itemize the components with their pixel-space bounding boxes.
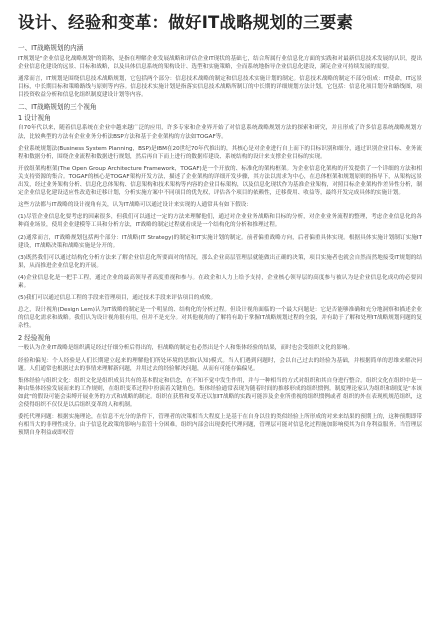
paragraph: (1)尽管企业信息化要考虑的因素很多，但我们可以通过一定的方法来理解他们，通过对企业业务战略和目标的分析，对企业业务流程的整理，考虑企业信息化的各种商业场景，使用企业建模等工具和分析方法，IT战略的制定过程就看成是一个结构化的分析和推理过程。 [18,214,422,229]
paragraph: 一般认为企业IT战略是组织满足经过仔细分析后得出的，但战略的制定也必然出是个人和集体经验的结果，而时也会受组织文化的影响。 [18,345,354,352]
paragraph: (3)既然我们可以通过结构化分析方法来了解企业信息化所要面对的情况，那么企业高层管理层就能做出正确的决策，项目实施者也就会自然而然地接受IT规划的结果，从而推进企业信息化的开展。 [18,254,422,269]
paragraph: (2)通常而言，IT战略规划包括两个部分：IT战略(IT Strategy)的制定和IT实施计划的制定。前者偏重战略方向，后者偏重具体实现。根据具体实施计划制订实施IT建设，IT战略决策和战略实施是分开的。 [18,234,422,249]
paragraph: 集体经验与组织文化：组织文化是组织成员共有的基本假定和信念，在不知不觉中发生作用，并与一种相当的方式对组织和其自身进行整合。组织文化在组织中是一种由集体经验发展而来的工作规则，在组织变革过程中扮演着关键角色。集体经验通常表现为随着时间的推移形成的组织惯例。制度理论家认为组织和制度是"本该如此"的假设可能会束缚开展业务的方式和战略的制定。组织在获胜和变革还以加IT战略的实践可能涉及企业所重视的组织惯例或者 组织的外在表现机规范组织，这会使得组织不仅仅是以后组织变革的人和机制。 [18,377,422,408]
subsection-heading-2: 2 经验视角 [18,334,51,343]
paragraph: 这些方法都与IT战略的设计视角有关，认为IT战略可以通过设计来实现的人通常具有如下假设： [18,202,252,209]
article-title: 设计、经验和变革：做好IT战略规划的三要素 [18,13,354,32]
subsection-heading-1: 1 设计视角 [18,114,51,123]
section-heading-1: 一、IT战略规划的内涵 [18,44,84,52]
paragraph: 企业系统规划法(Business System Planning，BSP)是IBM在20世纪70年代推出的，其核心是对企业进行自上而下的目标识别和细分，通过识别企业目标、业务流程和数据分析，围绕企业流程和数据进行规划，然后再自下而上进行的数据库建设、系统结构的设计来支撑企业目标的实现。 [18,145,422,160]
paragraph: 经验和偏见：个人经验是人们长期建立起来的理解他们所处环境的思维(认知)模式。当人们遇到问题时，会以自己过去的经验为基础，并根据简单的思维来解决问题。人们通常也根据过去的事情来理解新问题，并用过去的经验解决问题，从而有可能存偏偏见。 [18,357,422,372]
paragraph: (4)企业信息化是一把手工程，通过企业的最高领导者高度重视和参与。在政企和人力上给予支持，企业核心领导层的高度参与被认为是企业信息化成功的必要因素。 [18,274,422,289]
paragraph: 委托代理问题：根据实施理论，在信息不充分的条件下，管理者的决策相当大程度上是基于在自身以往的类似经验上所形成的对来来结果的预期上的，这种预期即带有相当大的非理性成分。由于信息化政策的影响与监管十分困难，组织内部会出现委托代理问题，管理层可能对信息化过程施加影响使其为自身利益服务。当管理层预期自身利益或即权管 [18,414,422,437]
paragraph: 通常而言，IT规划是围绕信息技术战略规划，它包括两个部分：信息技术战略的制定和信息技术实施计划的制定。信息技术战略的制定不部分组成：IT使命，IT远景目标，中长期目标和策略路线与原则等内容。信息技术实施计划是指落实信息技术战略所制订的中长期的详细规划方法计划，它包括：信息化项目划分和路线图，项目投资收益分析和信息化组织制度建设计划等内容。 [18,76,422,99]
paragraph: 总之，设计视角(Design Lem)认为IT战略的制定是一个明显的、结构化的分析过程。但设计视角面临的一个最大问题是：它是否能够准确和充分地洞察和描述企业的信息化需求和战略。我们认为设计视角很有用，但并不是充分。对其他视角的了解将有助于掌握IT战略规划过程的全貌，并有助于了解和处理IT战略规划问题的复杂性。 [18,307,422,330]
paragraph: 自70年代以来，随着信息系统在企业中越来越广泛的应用，许多专家和企业界开始了对信息系统战略规划方法的探索和研究，并且形成了许多信息系统战略规划方法，比较典型的方法有企业业务分析法BSP方法和基于企业架构的方法如TOGAF等。 [18,125,422,140]
paragraph: (5)我们可以通过信息工程的手段来管理项目，通过技术手段来评估项目的成败。 [18,295,217,302]
paragraph: IT规划是"企业信息化战略规划"的简称，是指在理解企业发展战略和评估企业IT现状的基础七，结合所属行业信息化方面的实践和对最新信息技术发展的认识，提出企业信息化建设的远景、目标和战略，以及具体信息系统的架构设计、选型和实施策略，全而系统地指导企业信息化建设，满足企业可持续发展的需要。 [18,56,422,71]
paragraph: 开放组架构框架(The Open Group Architecture Framework，TOGAF)是一个开放的、标准化的架构框架。为企业信息化架构的开发提供了一个详细的方法和相关支持资源的集合。TOGAF的核心是TOGAF架构开发方法，描述了企业架构的详细开发步骤，其方法以需求为中心，在总体框架和规划原则的指导下，从架构远景出发，经过业务架构分析、信息化总体架构、信息架构和技术架构等内容的企业目标架构，以及信息化现状作为基准企业架构，对照目标企业架构作差异性分析，制定企业信息化建设适应性改造和迁移计划，分析实施方案中不同项目的优先权，评估各个项目的依赖性，迁移费用、收益等，最终开发完成具体的实施计划。 [18,165,422,197]
section-heading-2: 二、IT战略规划的三个视角 [18,103,97,112]
